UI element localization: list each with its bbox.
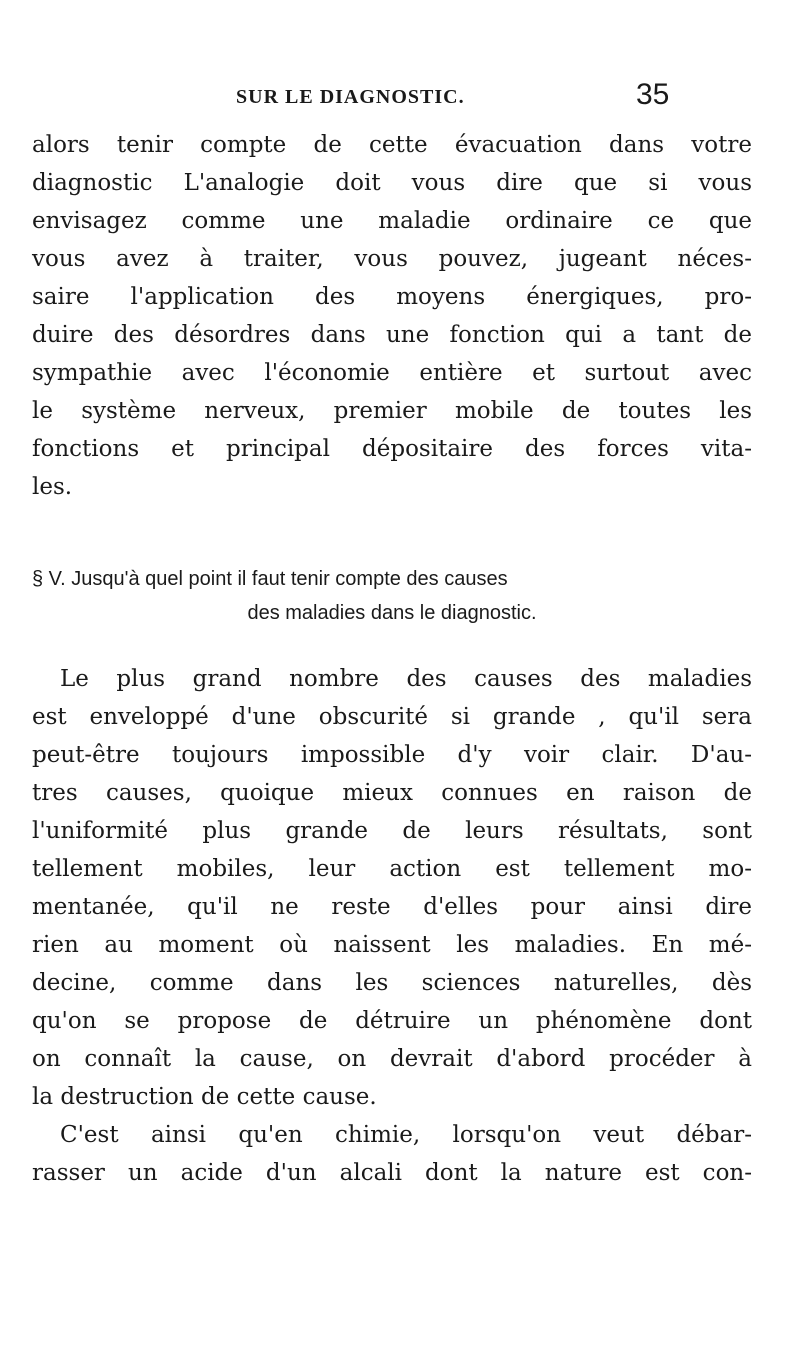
- running-head: [236, 78, 686, 114]
- text-line: rien au moment où naissent les maladies. En mé-: [32, 932, 752, 958]
- text-line: on connaît la cause, on devrait d'abord procéder à: [32, 1046, 752, 1072]
- paragraph-2: [32, 660, 752, 1116]
- text-line: envisagez comme une maladie ordinaire ce que: [32, 208, 752, 234]
- text-line: qu'on se propose de détruire un phénomène dont: [32, 1008, 752, 1034]
- text-line: est enveloppé d'une obscurité si grande , qu'il sera: [32, 704, 752, 730]
- paragraph-1: [32, 126, 752, 506]
- text-line: le système nerveux, premier mobile de toutes les: [32, 398, 752, 424]
- text-line: duire des désordres dans une fonction qui a tant de: [32, 322, 752, 348]
- running-title: SUR LE DIAGNOSTIC.: [236, 86, 465, 108]
- text-line: fonctions et principal dépositaire des forces vita-: [32, 436, 752, 462]
- text-line: la destruction de cette cause.: [32, 1084, 377, 1110]
- text-line: saire l'application des moyens énergiques, pro-: [32, 284, 752, 310]
- text-line: peut-être toujours impossible d'y voir clair. D'au-: [32, 742, 752, 768]
- text-line: les.: [32, 474, 73, 500]
- text-line: C'est ainsi qu'en chimie, lorsqu'on veut débar-: [60, 1122, 752, 1148]
- text-line: sympathie avec l'économie entière et surtout avec: [32, 360, 752, 386]
- text-line: mentanée, qu'il ne reste d'elles pour ainsi dire: [32, 894, 752, 920]
- text-line: rasser un acide d'un alcali dont la nature est con-: [32, 1160, 752, 1186]
- paragraph-3: [32, 1116, 752, 1192]
- text-line: Le plus grand nombre des causes des maladies: [60, 666, 752, 692]
- text-line: tres causes, quoique mieux connues en raison de: [32, 780, 752, 806]
- section-heading-line-2: des maladies dans le diagnostic.: [247, 602, 537, 624]
- text-line: tellement mobiles, leur action est tellement mo-: [32, 856, 752, 882]
- section-heading: [32, 562, 752, 630]
- text-line: vous avez à traiter, vous pouvez, jugeant néces-: [32, 246, 752, 272]
- section-heading-line-1: § V. Jusqu'à quel point il faut tenir compte des causes: [32, 568, 508, 590]
- text-line: decine, comme dans les sciences naturelles, dès: [32, 970, 752, 996]
- text-line: diagnostic L'analogie doit vous dire que si vous: [32, 170, 752, 196]
- text-line: l'uniformité plus grande de leurs résultats, sont: [32, 818, 752, 844]
- text-line: alors tenir compte de cette évacuation dans votre: [32, 132, 752, 158]
- page-number: 35: [636, 78, 670, 111]
